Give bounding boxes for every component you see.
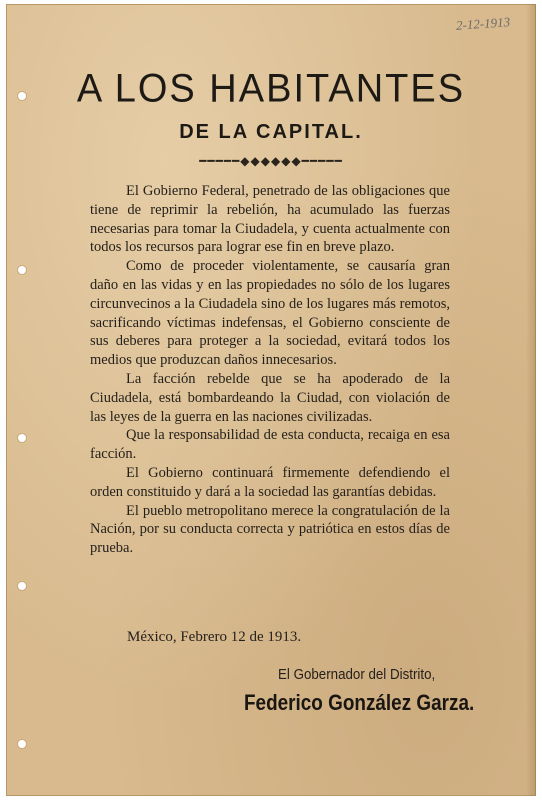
title-line-2: DE LA CAPITAL.	[179, 121, 363, 143]
signatory-title: El Gobernador del Distrito,	[278, 667, 436, 683]
punch-hole	[18, 434, 26, 442]
paragraph: El pueblo metropolitano merece la congratulación de la Nación, por su conducta correcta y patriótica en estos días de prueba.	[90, 502, 450, 557]
punch-hole	[18, 582, 26, 590]
punch-hole	[18, 266, 26, 274]
paragraph: La facción rebelde que se ha apoderado de la Ciudadela, está bombardeando la Ciudad, con violación de las leyes de la guerra en las naciones civilizadas.	[90, 370, 450, 425]
paragraph: Que la responsabilidad de esta conducta, recaiga en esa facción.	[90, 427, 450, 463]
decorative-divider: ━━━━━◆◆◆◆◆◆━━━━━	[199, 154, 343, 168]
signatory-name: Federico González Garza.	[244, 690, 475, 715]
document-page	[6, 4, 536, 796]
paragraph: El Gobierno Federal, penetrado de las obligaciones que tiene de reprimir la rebelión, ha acumulado las fuerzas necesarias para tomar la Ciudadela, y cuenta actualmente con todos los recursos para lograr ese fin en breve plazo.	[90, 183, 450, 256]
punch-hole	[18, 740, 26, 748]
paragraph: El Gobierno continuará firmemente defendiendo el orden constituido y dará a la sociedad las garantías debidas.	[90, 464, 450, 500]
handwritten-date-annotation: 2-12-1913	[455, 14, 511, 33]
dateline: México, Febrero 12 de 1913.	[127, 629, 302, 645]
paragraph: Como de proceder violentamente, se causaría gran daño en las vidas y en las propiedades no sólo de los lugares circunvecinos a la Ciudadela sino de los lugares más remotos, sacrificando víctimas indefensas, el Gobierno consciente de sus deberes para proteger a la sociedad, evitará todos los medios que produzcan daños innecesarios.	[90, 258, 450, 369]
title-line-1: A LOS HABITANTES	[76, 66, 466, 112]
proclamation-body	[90, 182, 450, 558]
